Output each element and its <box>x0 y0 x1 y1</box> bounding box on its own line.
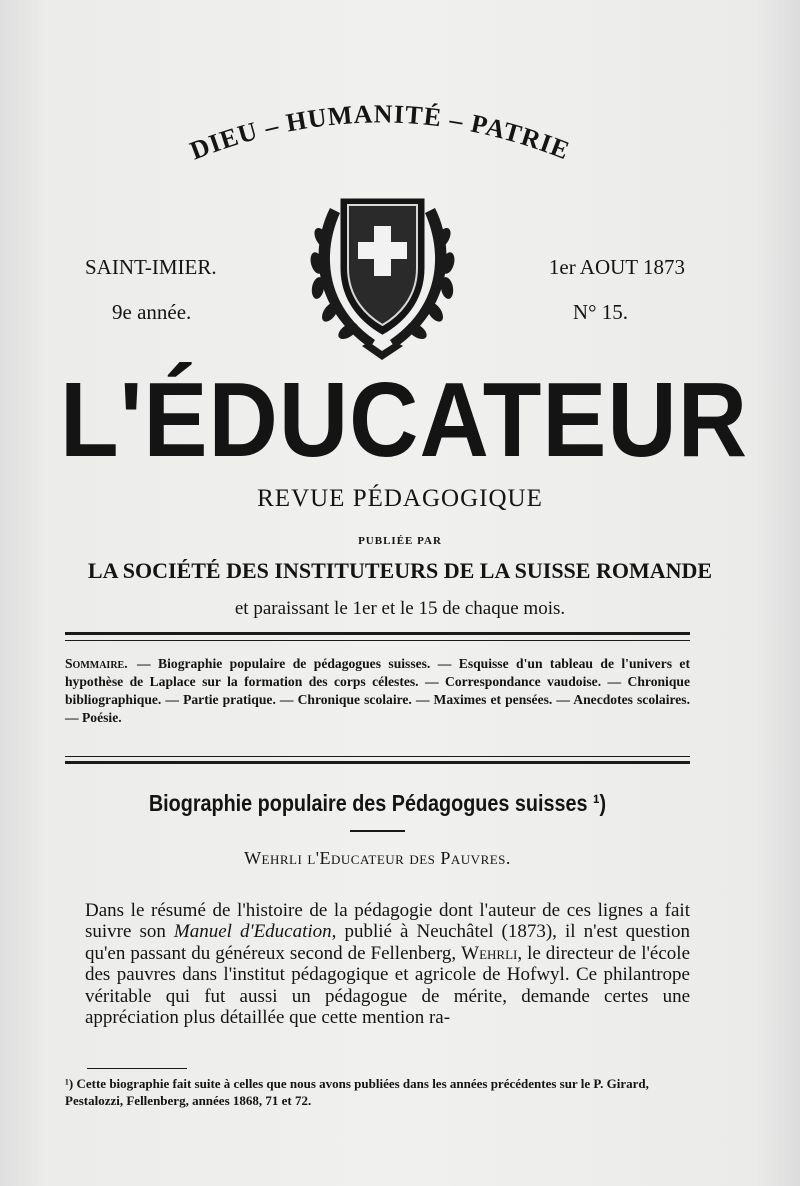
motto-word-humanite: HUMANITÉ <box>283 99 444 138</box>
book-title: Manuel d'Education <box>173 921 332 943</box>
sommaire-block <box>65 655 690 727</box>
swiss-shield-laurel-icon <box>300 188 465 363</box>
motto-banner <box>150 95 610 190</box>
rule-bottom-thin <box>65 756 690 757</box>
rule-bottom-thick <box>65 761 690 764</box>
person-name: Wehrli <box>461 942 518 964</box>
article-body <box>85 900 690 1028</box>
publication-frequency: et paraissant le 1er et le 15 de chaque mois. <box>234 598 566 619</box>
issue-number: N° 15. <box>572 300 628 324</box>
article-title: Biographie populaire des Pédagogues suisses ¹) <box>148 790 607 816</box>
footnote-divider <box>87 1068 187 1069</box>
motto-word-dieu: DIEU <box>186 115 262 166</box>
sommaire-text: — Biographie populaire de pédagogues suisses. — Esquisse d'un tableau de l'univers et hypothèse de Laplace sur la formation des corps célestes. — Correspondance vaudoise. — Chronique bibliographique. — Partie pratique. — Chronique scolaire. — Maximes et pensées. — Anecdotes scolaires. — Poésie. <box>65 656 690 725</box>
article-subtitle: Wehrli l'Educateur des Pauvres. <box>244 848 511 868</box>
body-part-2: , publié à Neuchâtel (1873), il n'est question qu'en passant du généreux second de Fellenberg, <box>85 921 691 964</box>
footnote: ¹) Cette biographie fait suite à celles que nous avons publiées dans les années précédentes sur le P. Girard, Pestalozzi, Fellenberg, années 1868, 71 et 72. <box>65 1076 649 1108</box>
rule-top-thick <box>65 632 690 635</box>
issue-place: SAINT-IMIER. <box>85 255 217 279</box>
issue-year: 9e année. <box>112 300 192 324</box>
body-part-1: Dans le résumé de l'histoire de la pédagogie dont l'auteur de ces lignes a fait suivre son <box>85 900 690 943</box>
body-part-3: , le directeur de l'école des pauvres dans l'institut pédagogique et agricole de Hofwyl. Ce philantrope véritable qui fut aussi un pédagogue de mérite, demande certes une appréciation plus détaillée que cette mention ra- <box>85 942 690 1029</box>
masthead-subtitle: REVUE PÉDAGOGIQUE <box>257 485 543 512</box>
rule-top-thin <box>65 640 690 641</box>
title-divider <box>350 830 405 832</box>
masthead-title: L'ÉDUCATEUR <box>60 361 749 480</box>
motto-word-patrie: PATRIE <box>468 108 575 166</box>
sommaire-label: Sommaire. <box>65 656 128 671</box>
motto-sep-2: – <box>447 104 467 136</box>
society-name: LA SOCIÉTÉ DES INSTITUTEURS DE LA SUISSE ROMANDE <box>87 558 713 583</box>
motto-sep-1: – <box>261 110 282 143</box>
motto-text <box>186 99 574 165</box>
issue-date: 1er AOUT 1873 <box>548 255 685 279</box>
publiee-par-label: PUBLIÉE PAR <box>358 535 442 547</box>
